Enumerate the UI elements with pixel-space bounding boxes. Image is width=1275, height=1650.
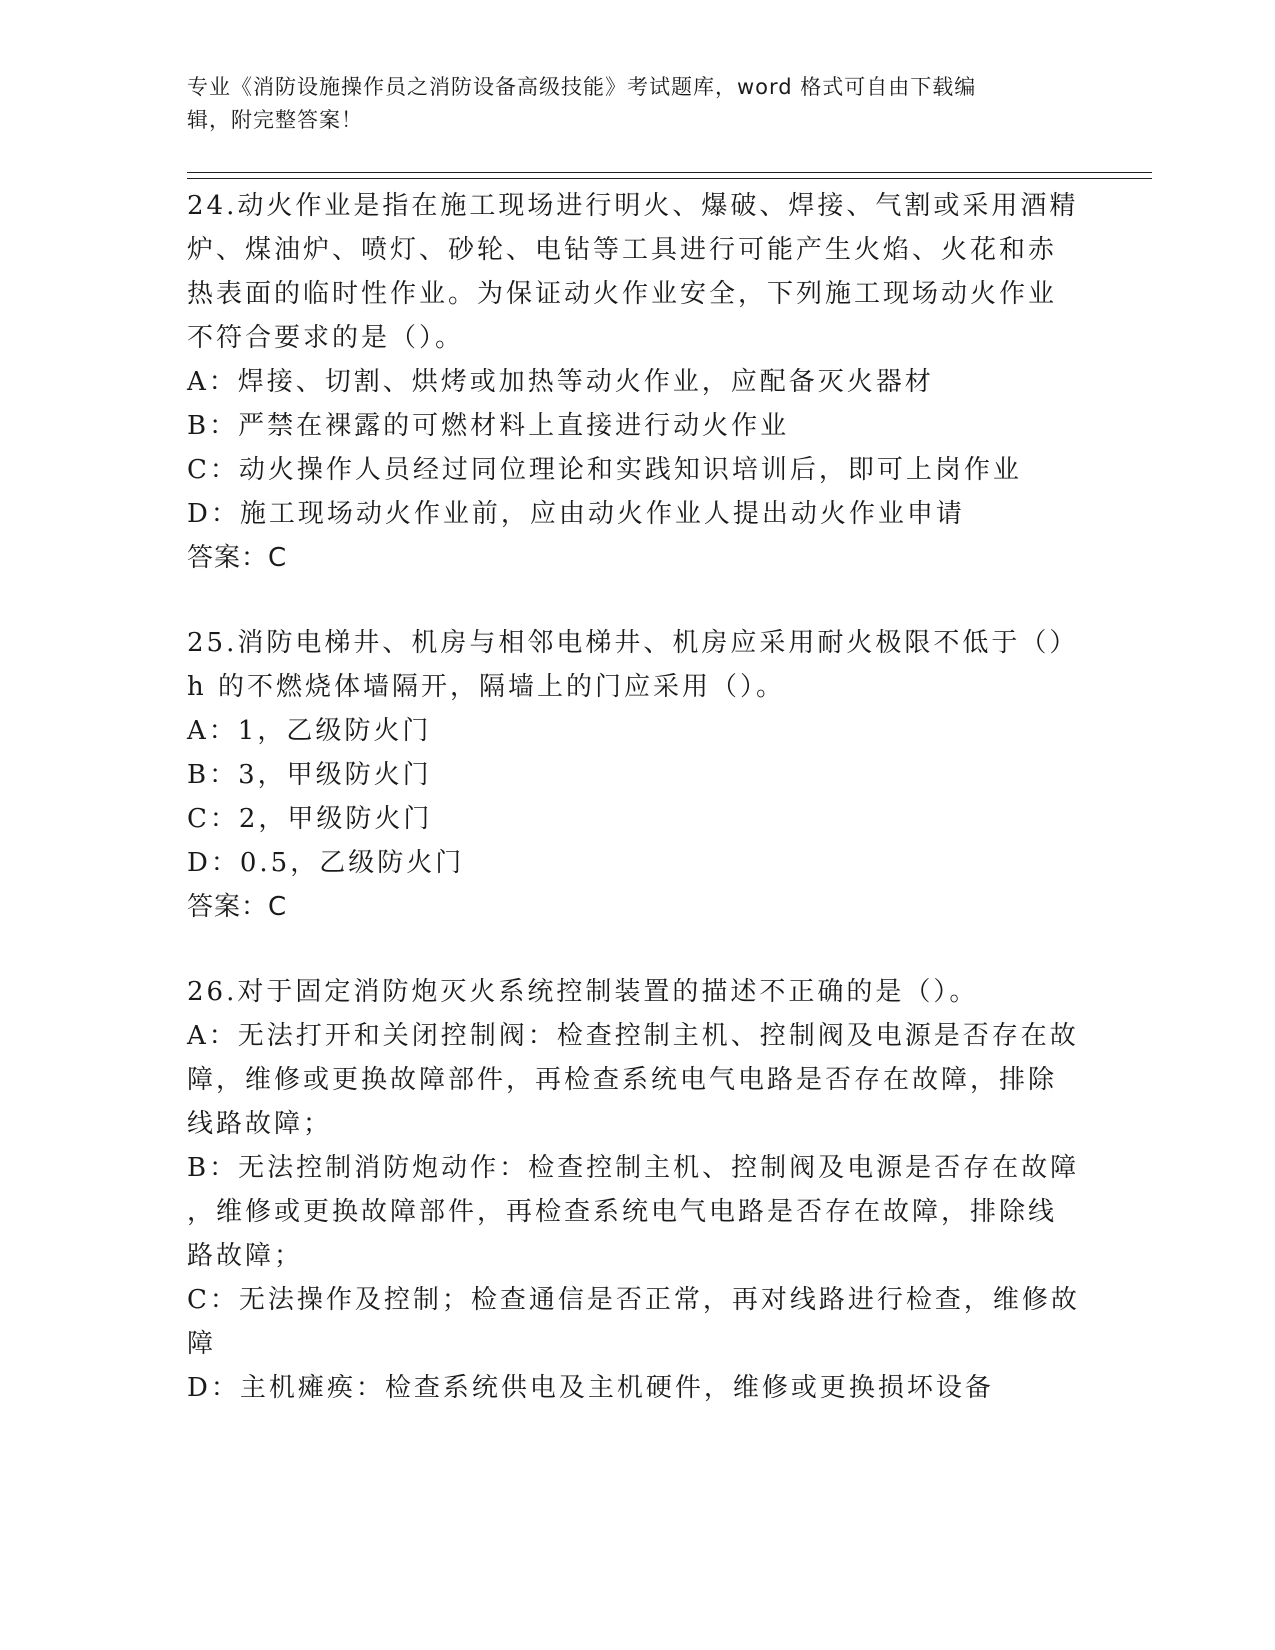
q24-option-c: C：动火操作人员经过同位理论和实践知识培训后，即可上岗作业 — [187, 455, 1022, 485]
q26-option-b-line-3: 路故障； — [187, 1241, 304, 1271]
header-line-2: 辑，附完整答案！ — [187, 108, 363, 132]
q26-option-a-line-1: A：无法打开和关闭控制阀：检查控制主机、控制阀及电源是否存在故 — [187, 1021, 1079, 1051]
q25-option-a: A：1，乙级防火门 — [187, 716, 432, 746]
q26-option-a-line-2: 障，维修或更换故障部件，再检查系统电气电路是否存在故障，排除 — [187, 1065, 1058, 1095]
q24-stem-line-4: 不符合要求的是（）。 — [187, 323, 465, 353]
q24-stem-line-2: 炉、煤油炉、喷灯、砂轮、电钻等工具进行可能产生火焰、火花和赤 — [187, 235, 1058, 265]
q24-stem-line-3: 热表面的临时性作业。为保证动火作业安全，下列施工现场动火作业 — [187, 279, 1058, 309]
q25-answer: 答案：C — [187, 892, 288, 922]
q25-option-c: C：2，甲级防火门 — [187, 804, 433, 834]
q24-option-b: B：严禁在裸露的可燃材料上直接进行动火作业 — [187, 411, 790, 441]
header-line-1: 专业《消防设施操作员之消防设备高级技能》考试题库，word 格式可自由下载编 — [187, 75, 977, 99]
q25-option-d: D：0.5，乙级防火门 — [187, 848, 465, 878]
q26-option-c-line-1: C：无法操作及控制；检查通信是否正常，再对线路进行检查，维修故 — [187, 1285, 1080, 1315]
q24-stem-line-1: 24.动火作业是指在施工现场进行明火、爆破、焊接、气割或采用酒精 — [187, 191, 1079, 221]
q24-answer: 答案：C — [187, 543, 288, 573]
q26-option-d: D：主机瘫痪：检查系统供电及主机硬件，维修或更换损坏设备 — [187, 1373, 994, 1403]
q25-option-b: B：3，甲级防火门 — [187, 760, 432, 790]
q26-option-c-line-2: 障 — [187, 1329, 217, 1359]
q26-stem-line-1: 26.对于固定消防炮灭火系统控制装置的描述不正确的是（）。 — [187, 977, 979, 1007]
header-rule-top — [187, 172, 1152, 173]
header-rule-bottom — [187, 178, 1152, 179]
q24-option-d: D：施工现场动火作业前，应由动火作业人提出动火作业申请 — [187, 499, 965, 529]
q24-option-a: A：焊接、切割、烘烤或加热等动火作业，应配备灭火器材 — [187, 367, 934, 397]
q26-option-b-line-2: ，维修或更换故障部件，再检查系统电气电路是否存在故障，排除线 — [187, 1197, 1058, 1227]
q26-option-a-line-3: 线路故障； — [187, 1109, 333, 1139]
q25-stem-line-1: 25.消防电梯井、机房与相邻电梯井、机房应采用耐火极限不低于（） — [187, 628, 1079, 658]
q25-stem-line-2: h 的不燃烧体墙隔开，隔墙上的门应采用（）。 — [187, 672, 786, 702]
q26-option-b-line-1: B：无法控制消防炮动作：检查控制主机、控制阀及电源是否存在故障 — [187, 1153, 1080, 1183]
